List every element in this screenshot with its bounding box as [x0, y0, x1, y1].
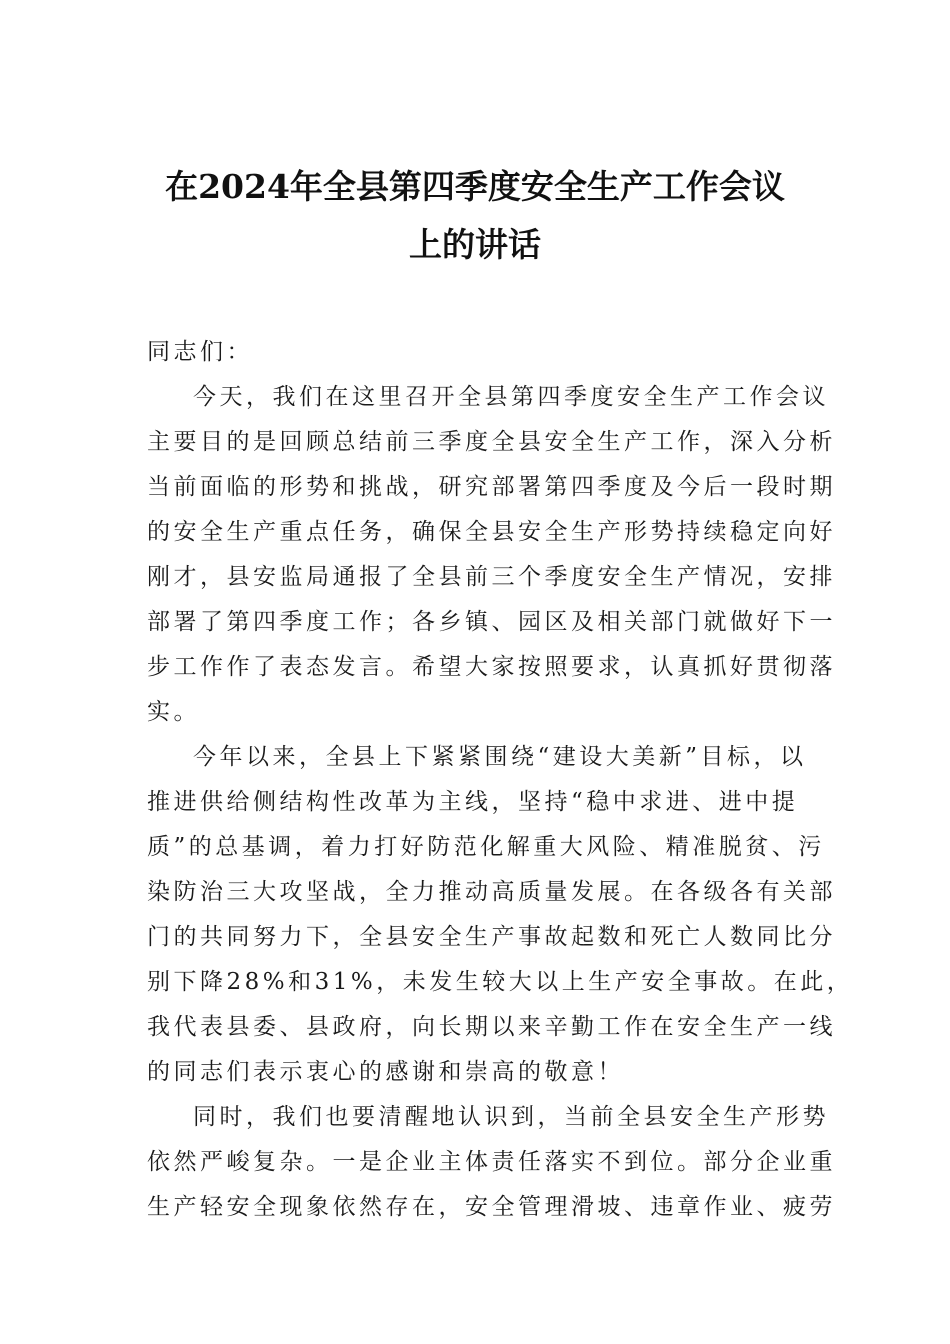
salutation: 同志们： — [147, 339, 253, 365]
title-line-1: 在2024年全县第四季度安全生产工作会议 — [165, 167, 785, 206]
paragraph-line: 部署了第四季度工作；各乡镇、园区及相关部门就做好下一 — [147, 609, 836, 635]
paragraph-line: 步工作作了表态发言。希望大家按照要求，认真抓好贯彻落 — [147, 654, 836, 680]
paragraph-3 — [147, 1095, 836, 1230]
paragraph-line: 我代表县委、县政府，向长期以来辛勤工作在安全生产一线 — [147, 1014, 836, 1040]
paragraph-line: 主要目的是回顾总结前三季度全县安全生产工作，深入分析 — [147, 429, 836, 455]
paragraph-line: 同时，我们也要清醒地认识到，当前全县安全生产形势 — [193, 1104, 829, 1130]
document-body — [147, 330, 854, 1230]
paragraph-line: 门的共同努力下，全县安全生产事故起数和死亡人数同比分 — [147, 924, 836, 950]
title-line-2: 上的讲话 — [409, 225, 541, 264]
paragraph-line: 今天，我们在这里召开全县第四季度安全生产工作会议 — [193, 384, 829, 410]
paragraph-line: 今年以来，全县上下紧紧围绕“建设大美新”目标，以 — [193, 744, 807, 770]
paragraph-line: 实。 — [147, 699, 200, 725]
paragraph-line: 当前面临的形势和挑战，研究部署第四季度及今后一段时期 — [147, 474, 836, 500]
paragraph-line: 推进供给侧结构性改革为主线，坚持“稳中求进、进中提 — [147, 789, 799, 815]
paragraph-line: 的同志们表示衷心的感谢和崇高的敬意！ — [147, 1059, 624, 1085]
paragraph-line: 的安全生产重点任务，确保全县安全生产形势持续稳定向好 — [147, 519, 836, 545]
paragraph-line: 依然严峻复杂。一是企业主体责任落实不到位。部分企业重 — [147, 1149, 836, 1175]
document-title — [120, 158, 830, 274]
paragraph-2 — [147, 735, 854, 1095]
paragraph-line: 刚才，县安监局通报了全县前三个季度安全生产情况，安排 — [147, 564, 836, 590]
paragraph-line: 质”的总基调，着力打好防范化解重大风险、精准脱贫、污 — [147, 834, 825, 860]
paragraph-line: 生产轻安全现象依然存在，安全管理滑坡、违章作业、疲劳 — [147, 1194, 836, 1220]
paragraph-line: 别下降28%和31%，未发生较大以上生产安全事故。在此， — [147, 969, 854, 995]
paragraph-1 — [147, 375, 836, 735]
paragraph-line: 染防治三大攻坚战，全力推动高质量发展。在各级各有关部 — [147, 879, 836, 905]
